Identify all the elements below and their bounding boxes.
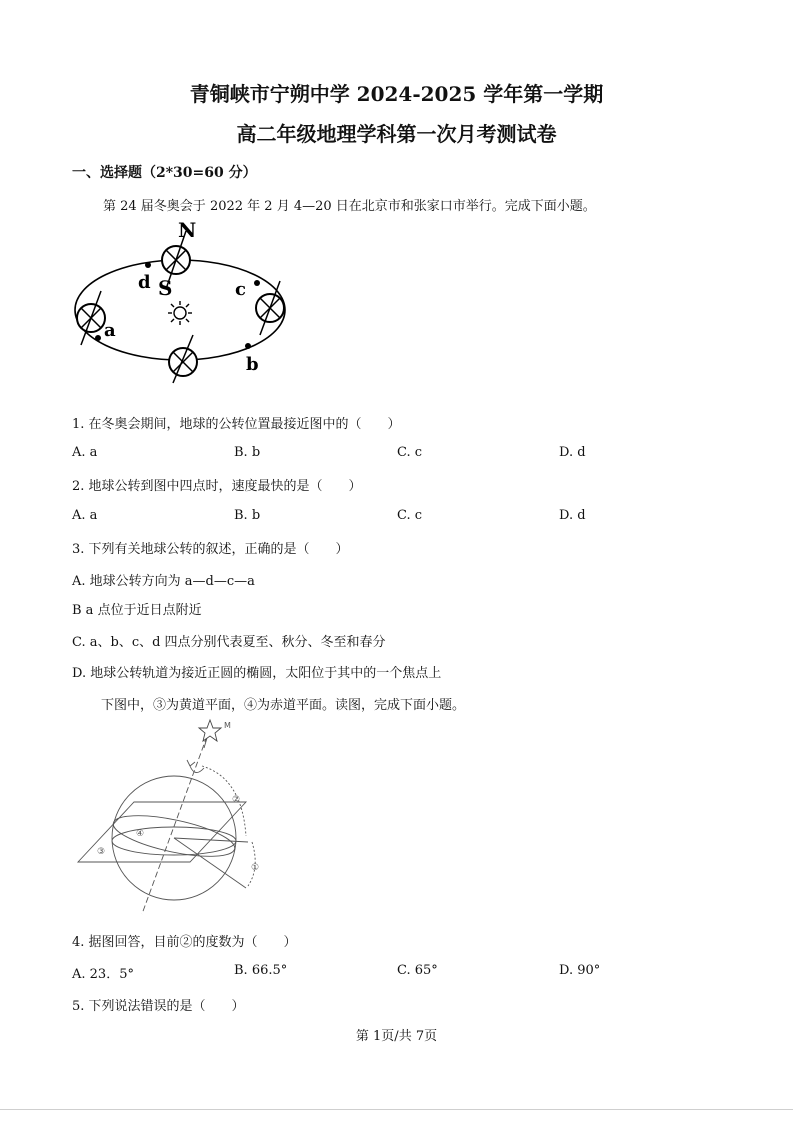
q3-option-d[interactable]: D. 地球公转轨道为接近正圆的椭圆，太阳位于其中的一个焦点上 [72, 666, 442, 681]
q1-option-a[interactable]: A. a [72, 445, 98, 460]
page-title-line1: 青铜峡市宁朔中学 2024-2025 学年第一学期 [189, 82, 604, 106]
point-a [95, 335, 101, 341]
label-S: S [158, 276, 173, 300]
q2-option-c[interactable]: C. c [397, 508, 423, 523]
label-angle-2: ② [232, 795, 241, 805]
q3-option-b[interactable]: B a 点位于近日点附近 [72, 603, 202, 618]
bottom-divider [0, 1109, 793, 1110]
q4-option-a[interactable]: A. 23．5° [72, 967, 134, 982]
q4-option-b[interactable]: B. 66.5° [234, 963, 288, 978]
q4-option-c[interactable]: C. 65° [397, 963, 438, 978]
question-4-stem: 4. 据图回答，目前②的度数为（ ） [72, 935, 297, 950]
q2-option-b[interactable]: B. b [234, 508, 261, 523]
label-angle-1: ① [251, 863, 260, 873]
point-d [145, 262, 151, 268]
question-3-stem: 3. 下列有关地球公转的叙述，正确的是（ ） [72, 542, 349, 557]
page-title-line2: 高二年级地理学科第一次月考测试卷 [236, 122, 557, 146]
q4-option-d[interactable]: D. 90° [559, 963, 601, 978]
label-N: N [178, 218, 197, 242]
label-ecliptic-3: ③ [97, 847, 106, 857]
page-footer: 第 1页/共 7页 [355, 1029, 438, 1044]
label-equator-4: ④ [136, 829, 145, 839]
label-a: a [104, 320, 116, 341]
q1-option-b[interactable]: B. b [234, 445, 261, 460]
star-icon [199, 720, 221, 741]
label-d: d [138, 272, 151, 293]
q1-option-d[interactable]: D. d [559, 445, 586, 460]
point-b [245, 343, 251, 349]
q3-option-c[interactable]: C. a、b、c、d 四点分别代表夏至、秋分、冬至和春分 [72, 635, 386, 650]
sun-icon [168, 301, 192, 325]
intro-paragraph-1: 第 24 届冬奥会于 2022 年 2 月 4—20 日在北京市和张家口市举行。完成下面小题。 [103, 199, 596, 214]
q2-option-d[interactable]: D. d [559, 508, 586, 523]
label-b: b [246, 354, 259, 375]
label-M: M [224, 721, 231, 730]
q1-option-c[interactable]: C. c [397, 445, 423, 460]
question-2-stem: 2. 地球公转到图中四点时，速度最快的是（ ） [72, 479, 362, 494]
question-5-stem: 5. 下列说法错误的是（ ） [72, 999, 245, 1014]
question-1-stem: 1. 在冬奥会期间，地球的公转位置最接近图中的（ ） [72, 417, 401, 432]
point-c [254, 280, 260, 286]
label-c: c [235, 279, 246, 300]
ecliptic-figure [70, 718, 290, 918]
intro-paragraph-2: 下图中，③为黄道平面，④为赤道平面。读图，完成下面小题。 [101, 698, 466, 713]
q2-option-a[interactable]: A. a [72, 508, 98, 523]
orbit-figure [60, 215, 310, 385]
q3-option-a[interactable]: A. 地球公转方向为 a—d—c—a [72, 574, 255, 589]
section-heading: 一、选择题（2*30=60 分） [72, 165, 257, 181]
earth-bottom-icon [169, 335, 197, 383]
